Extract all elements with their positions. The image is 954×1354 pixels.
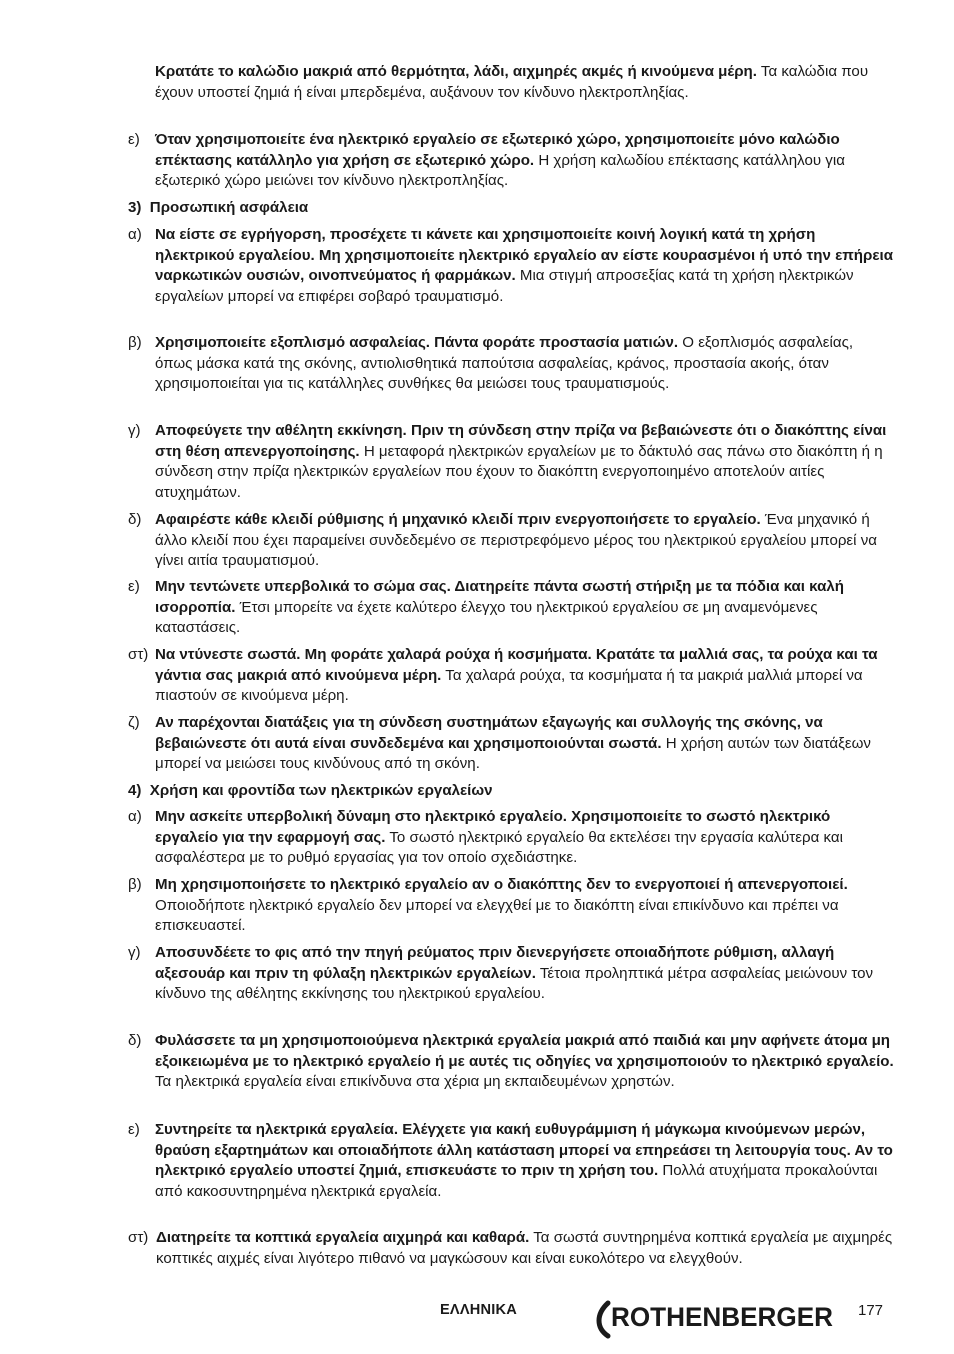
page-number: 177 xyxy=(858,1302,884,1319)
bold-instruction: Αν παρέχονται διατάξεις για τη σύνδεση συστημάτων εξαγωγής και συλλογής της σκόνης, να βεβαιώνεστε ότι αυτά είναι συνδεδεμένα και χρησιμοποιούνται σωστά. xyxy=(155,714,823,752)
explanation: Ένα μηχανικό ή άλλο κλειδί που έχει παραμείνει συνδεδεμένο σε περιστρεφόμενο μέρος του ηλεκτρικού εργαλείου μπορεί να γίνει αιτία τραυματισμού. xyxy=(155,511,877,570)
item-label: ε) xyxy=(128,1121,140,1138)
footer-language-label: ΕΛΛΗΝΙΚΑ xyxy=(440,1302,518,1318)
rothenberger-logo xyxy=(594,1296,838,1340)
paragraph-text xyxy=(155,130,894,192)
explanation: Τα χαλαρά ρούχα, τα κοσμήματα ή τα μακριά μαλλιά μπορεί να πιαστούν σε κινούμενα μέρη. xyxy=(155,666,863,705)
explanation: Τα σωστά συντηρημένα κοπτικά εργαλεία με αιχμηρές κοπτικές αιχμές είναι λιγότερο πιθανό να μαγκώσουν και είναι ευκολότερο να ελεγχθούν. xyxy=(156,1229,893,1267)
item-label: στ) xyxy=(128,646,149,663)
item-label: στ) xyxy=(128,1229,149,1246)
paragraph-text xyxy=(155,943,894,1005)
item-4b xyxy=(128,875,894,937)
explanation: Ο εξοπλισμός ασφαλείας, όπως μάσκα κατά της σκόνης, αντιολισθητικά παπούτσια ασφαλείας, κράνος, προστασία ακοής, όταν χρησιμοποιείται για τις κατάλληλες συνθήκες θα μειώσει τους τραυματισμούς. xyxy=(155,334,854,393)
item-4st xyxy=(128,1228,894,1269)
section-heading-personal-safety: 3) Προσωπική ασφάλεια xyxy=(128,199,309,216)
explanation: Πολλά ατυχήματα προκαλούνται από κακοσυντηρημένα ηλεκτρικά εργαλεία. xyxy=(155,1162,878,1200)
paragraph-text xyxy=(155,875,894,937)
item-label: β) xyxy=(128,876,142,893)
paragraph-text xyxy=(155,1120,894,1202)
item-4c xyxy=(128,943,894,1005)
item-label: α) xyxy=(128,808,142,825)
item-label: γ) xyxy=(128,422,141,439)
bold-instruction: Αποσυνδέετε το φις από την πηγή ρεύματος πριν διενεργήσετε οποιαδήποτε ρύθμιση, αλλαγή αξεσουάρ και πριν τη φύλαξη ηλεκτρικών εργαλείων. xyxy=(155,944,835,982)
bold-instruction: Συντηρείτε τα ηλεκτρικά εργαλεία. Ελέγχετε για κακή ευθυγράμμιση ή μάγκωμα κινούμενων μερών, θραύση εξαρτημάτων και οποιαδήποτε άλλη κατάσταση μπορεί να επηρεάσει τη λειτουργία τους. Αν το ηλεκτρικό εργαλείο υποστεί ζημιά, επισκευάστε το πριν τη χρήση του. xyxy=(155,1121,893,1180)
explanation: Τα ηλεκτρικά εργαλεία είναι επικίνδυνα στα χέρια μη εκπαιδευμένων χρηστών. xyxy=(155,1073,675,1091)
item-3c xyxy=(128,421,894,503)
bold-instruction: Αποφεύγετε την αθέλητη εκκίνηση. Πριν τη σύνδεση στην πρίζα να βεβαιώνεστε ότι ο διακόπτης είναι στη θέση απενεργοποίησης. xyxy=(155,422,887,460)
paragraph-text xyxy=(155,421,894,503)
explanation: Τέτοια προληπτικά μέτρα ασφαλείας μειώνουν τον κίνδυνο της αθέλητης εκκίνησης του ηλεκτρικού εργαλείου. xyxy=(155,964,874,1003)
item-3st xyxy=(128,645,894,707)
item-label: ε) xyxy=(128,578,140,595)
paragraph-text xyxy=(155,62,894,103)
paragraph-text xyxy=(156,1228,894,1269)
bold-instruction: Όταν χρησιμοποιείτε ένα ηλεκτρικό εργαλείο σε εξωτερικό χώρο, χρησιμοποιείτε μόνο καλώδιο επέκτασης κατάλληλο για χρήση σε εξωτερικό χώρο. xyxy=(155,131,840,169)
bold-instruction: Να ντύνεστε σωστά. Μη φοράτε χαλαρά ρούχα ή κοσμήματα. Κρατάτε τα μαλλιά σας, τα ρούχα και τα γάντια σας μακριά από κινούμενα μέρη. xyxy=(155,646,878,684)
section-heading-tool-use-care: 4) Χρήση και φροντίδα των ηλεκτρικών εργαλείων xyxy=(128,782,493,799)
item-3d xyxy=(128,510,894,572)
explanation: Έτσι μπορείτε να έχετε καλύτερο έλεγχο του ηλεκτρικού εργαλείου σε μη αναμενόμενες καταστάσεις. xyxy=(155,598,818,637)
item-label: δ) xyxy=(128,1032,142,1049)
item-label: α) xyxy=(128,226,142,243)
item-2e xyxy=(128,130,894,192)
bold-instruction: Μη χρησιμοποιήσετε το ηλεκτρικό εργαλείο αν ο διακόπτης δεν το ενεργοποιεί ή απενεργοποιεί. xyxy=(155,876,848,893)
item-label: ζ) xyxy=(128,714,140,731)
explanation: Η μεταφορά ηλεκτρικών εργαλείων με το δάκτυλό σας πάνω στο διακόπτη ή η σύνδεση στην πρίζα ηλεκτρικών εργαλείων που έχουν το διακόπτη ενεργοποιημένο αποτελούν αιτίες ατυχημάτων. xyxy=(155,442,883,501)
paragraph-text xyxy=(155,333,894,395)
paragraph-text xyxy=(155,1031,894,1093)
item-3b xyxy=(128,333,894,395)
item-3a xyxy=(128,225,894,307)
explanation: Η χρήση καλωδίου επέκτασης κατάλληλου για εξωτερικό χώρο μειώνει τον κίνδυνο ηλεκτροπληξίας. xyxy=(155,151,845,190)
paragraph-text xyxy=(155,510,894,572)
bold-instruction: Μην ασκείτε υπερβολική δύναμη στο ηλεκτρικό εργαλείο. Χρησιμοποιείτε το σωστό ηλεκτρικό εργαλείο για την εφαρμογή σας. xyxy=(155,808,831,846)
paragraph-text xyxy=(155,577,894,639)
explanation: Η χρήση αυτών των διατάξεων μπορεί να μειώσει τους κινδύνους από τη σκόνη. xyxy=(155,734,871,773)
bold-instruction: Να είστε σε εγρήγορση, προσέχετε τι κάνετε και χρησιμοποιείτε κοινή λογική κατά τη χρήση ηλεκτρικού εργαλείου. Μη χρησιμοποιείτε ηλεκτρικό εργαλείο αν είστε κουρασμένοι ή υπό την επήρεια ναρκωτικών ουσιών, οινοπνεύματος ή φαρμάκων. xyxy=(155,226,893,285)
paragraph-cable-continued xyxy=(128,62,894,103)
logo-swoosh xyxy=(599,1303,608,1336)
paragraph-text xyxy=(155,713,894,775)
item-4e xyxy=(128,1120,894,1202)
item-3e xyxy=(128,577,894,639)
explanation: Οποιοδήποτε ηλεκτρικό εργαλείο δεν μπορεί να ελεγχθεί με το διακόπτη είναι επικίνδυνο και πρέπει να επισκευαστεί. xyxy=(155,896,839,935)
bold-instruction: Μην τεντώνετε υπερβολικά το σώμα σας. Διατηρείτε πάντα σωστή στήριξη με τα πόδια και καλή ισορροπία. xyxy=(155,578,844,616)
item-4d xyxy=(128,1031,894,1093)
paragraph-text xyxy=(155,645,894,707)
explanation: Τα καλώδια που έχουν υποστεί ζημιά ή είναι μπερδεμένα, αυξάνουν τον κίνδυνο ηλεκτροπληξίας. xyxy=(155,63,869,101)
explanation: Το σωστό ηλεκτρικό εργαλείο θα εκτελέσει την εργασία καλύτερα και ασφαλέστερα με το ρυθμό εργασίας για τον οποίο σχεδιάστηκε. xyxy=(155,828,843,867)
bold-instruction: Κρατάτε το καλώδιο μακριά από θερμότητα, λάδι, αιχμηρές ακμές ή κινούμενα μέρη. xyxy=(155,63,757,80)
item-4a xyxy=(128,807,894,869)
bold-instruction: Χρησιμοποιείτε εξοπλισμό ασφαλείας. Πάντα φοράτε προστασία ματιών. xyxy=(155,334,679,351)
item-label: ε) xyxy=(128,131,140,148)
bold-instruction: Διατηρείτε τα κοπτικά εργαλεία αιχμηρά και καθαρά. xyxy=(156,1229,530,1246)
explanation: Μια στιγμή απροσεξίας κατά τη χρήση ηλεκτρικών εργαλείων μπορεί να επιφέρει σοβαρό τραυματισμό. xyxy=(155,267,854,305)
item-label: δ) xyxy=(128,511,142,528)
item-label: γ) xyxy=(128,944,141,961)
paragraph-text xyxy=(155,807,894,869)
bold-instruction: Αφαιρέστε κάθε κλειδί ρύθμισης ή μηχανικό κλειδί πριν ενεργοποιήσετε το εργαλείο. xyxy=(155,511,761,528)
bold-instruction: Φυλάσσετε τα μη χρησιμοποιούμενα ηλεκτρικά εργαλεία μακριά από παιδιά και μην αφήνετε άτομα μη εξοικειωμένα με το ηλεκτρικό εργαλείο ή με αυτές τις οδηγίες να χρησιμοποιούν το ηλεκτρικό εργαλείο. xyxy=(155,1032,894,1070)
paragraph-text xyxy=(155,225,894,307)
item-3z xyxy=(128,713,894,775)
item-label: β) xyxy=(128,334,142,351)
logo-wordmark: ROTHENBERGER xyxy=(611,1302,833,1332)
